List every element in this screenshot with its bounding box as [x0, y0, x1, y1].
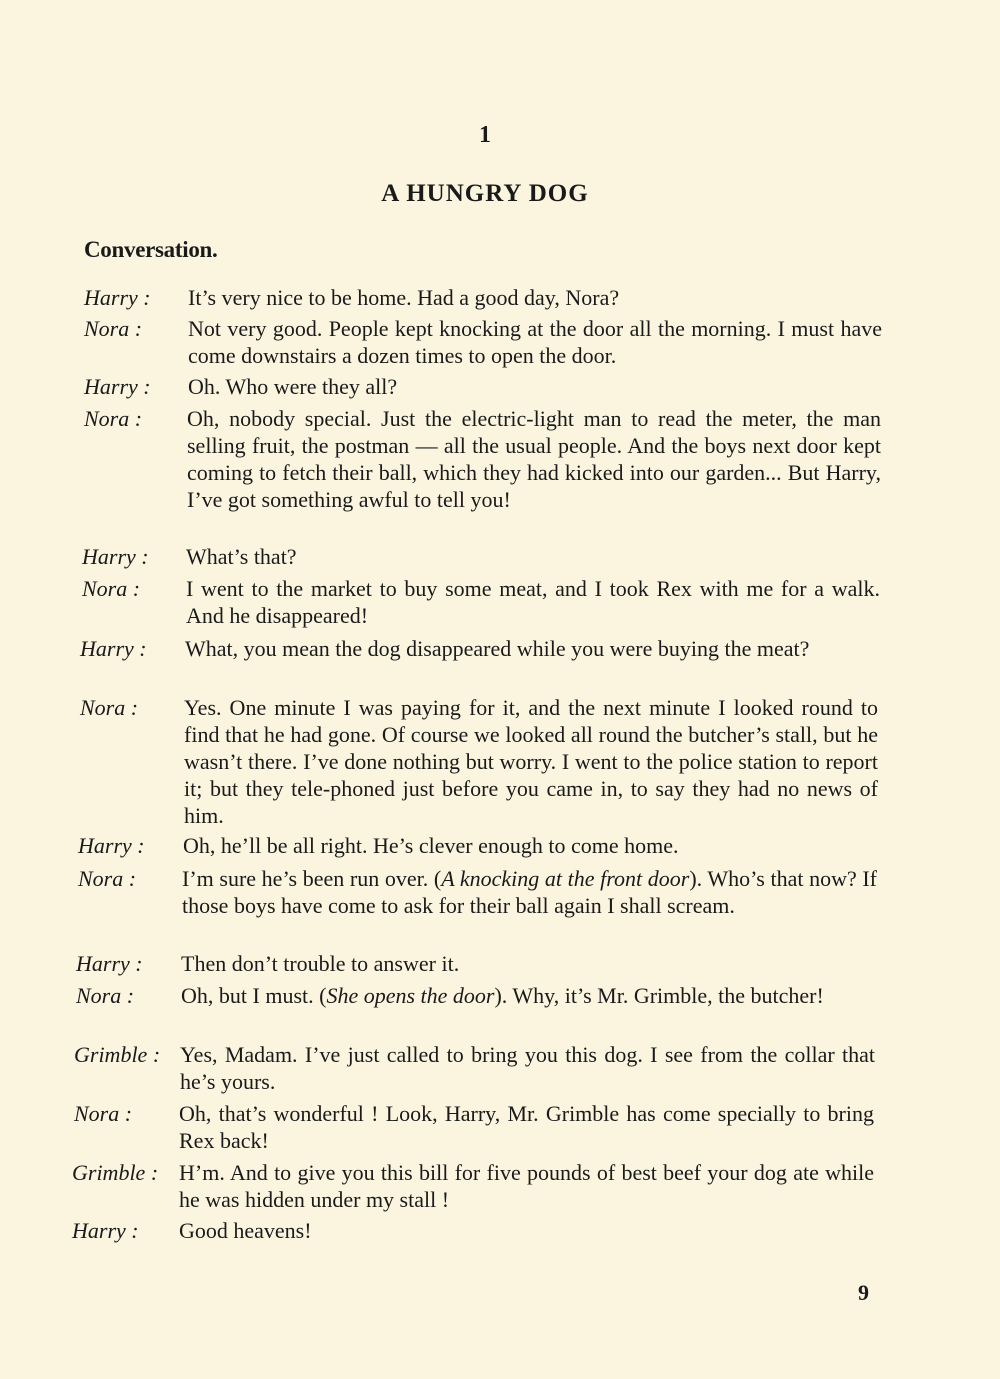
speech-text-part: I’m sure he’s been run over. (: [182, 866, 442, 891]
speech-text: What’s that?: [186, 544, 297, 569]
speaker-label: Harry :: [76, 951, 143, 976]
speaker-label: Nora :: [74, 1101, 133, 1126]
speech-text: Oh, nobody special. Just the electric-light man to read the meter, the man selling fruit, the postman — all the usual people. And the boys next door kept coming to fetch their ball, which they had kicked into our garden... But Harry, I’ve got something awful to tell you!: [187, 406, 881, 512]
speaker-label: Nora :: [82, 576, 141, 601]
speech-text: Good heavens!: [179, 1218, 312, 1243]
speaker-label: Nora :: [84, 406, 143, 431]
chapter-number: 1: [479, 122, 491, 148]
speech-text: What, you mean the dog disappeared while you were buying the meat?: [185, 636, 810, 661]
speech-text: Yes, Madam. I’ve just called to bring you this dog. I see from the collar that he’s yours.: [180, 1042, 875, 1094]
page-number: 9: [858, 1280, 869, 1305]
speech-text: Oh. Who were they all?: [188, 374, 398, 399]
speaker-label: Nora :: [76, 983, 135, 1008]
speech-text: Oh, that’s wonderful ! Look, Harry, Mr. Grimble has come specially to bring Rex back!: [179, 1101, 874, 1153]
dialogue-turn: [78, 865, 136, 892]
dialogue-turn: [74, 1041, 160, 1068]
dialogue-turn: [84, 405, 142, 432]
dialogue-turn: [74, 1100, 132, 1127]
dialogue-turn: [84, 284, 151, 311]
speaker-label: Harry :: [80, 636, 147, 661]
speaker-label: Nora :: [84, 316, 143, 341]
dialogue-turn: [84, 373, 151, 400]
speech-text: H’m. And to give you this bill for five pounds of best beef your dog ate while he was hidden under my stall !: [179, 1160, 874, 1212]
chapter-title: A HUNGRY DOG: [381, 180, 589, 207]
speech-text: Yes. One minute I was paying for it, and the next minute I looked round to find that he had gone. Of course we looked all round the butcher’s stall, but he wasn’t there. I’ve done nothing but worry. I went to the police station to report it; but they tele-phoned just before you came in, to say they had no news of him.: [184, 695, 878, 828]
section-heading: Conversation.: [84, 237, 218, 262]
speech-text: Not very good. People kept knocking at the door all the morning. I must have come downstairs a dozen times to open the door.: [188, 316, 882, 368]
dialogue-turn: [72, 1217, 139, 1244]
speech-text-part: ). Why, it’s Mr. Grimble, the butcher!: [494, 983, 824, 1008]
speech-text: Oh, he’ll be all right. He’s clever enough to come home.: [183, 833, 679, 858]
dialogue-turn: [76, 982, 134, 1009]
dialogue-turn: [72, 1159, 158, 1186]
dialogue-turn: [80, 694, 138, 721]
dialogue-turn: [82, 543, 149, 570]
speech-text: Then don’t trouble to answer it.: [181, 951, 460, 976]
speech-text-part: ). Who’s that now? If those boys have come to ask for their ball again I shall scream.: [182, 866, 878, 918]
speech-text: [182, 865, 877, 919]
dialogue-turn: [78, 832, 145, 859]
dialogue-turn: [80, 635, 147, 662]
speaker-label: Harry :: [84, 374, 151, 399]
speech-text-part: Oh, but I must. (: [181, 983, 327, 1008]
speech-text: It’s very nice to be home. Had a good day, Nora?: [188, 285, 620, 310]
speaker-label: Harry :: [84, 285, 151, 310]
dialogue-turn: [84, 315, 142, 342]
speech-text: [181, 982, 876, 1009]
speech-text: I went to the market to buy some meat, and I took Rex with me for a walk. And he disappeared!: [186, 576, 880, 628]
speaker-label: Grimble :: [72, 1160, 159, 1185]
stage-direction: She opens the door: [326, 983, 495, 1008]
stage-direction: A knocking at the front door: [441, 866, 690, 891]
dialogue-turn: [76, 950, 143, 977]
dialogue-turn: [82, 575, 140, 602]
speaker-label: Harry :: [82, 544, 149, 569]
speaker-label: Nora :: [78, 866, 137, 891]
speaker-label: Grimble :: [74, 1042, 161, 1067]
speaker-label: Harry :: [78, 833, 145, 858]
speaker-label: Harry :: [72, 1218, 139, 1243]
speaker-label: Nora :: [80, 695, 139, 720]
